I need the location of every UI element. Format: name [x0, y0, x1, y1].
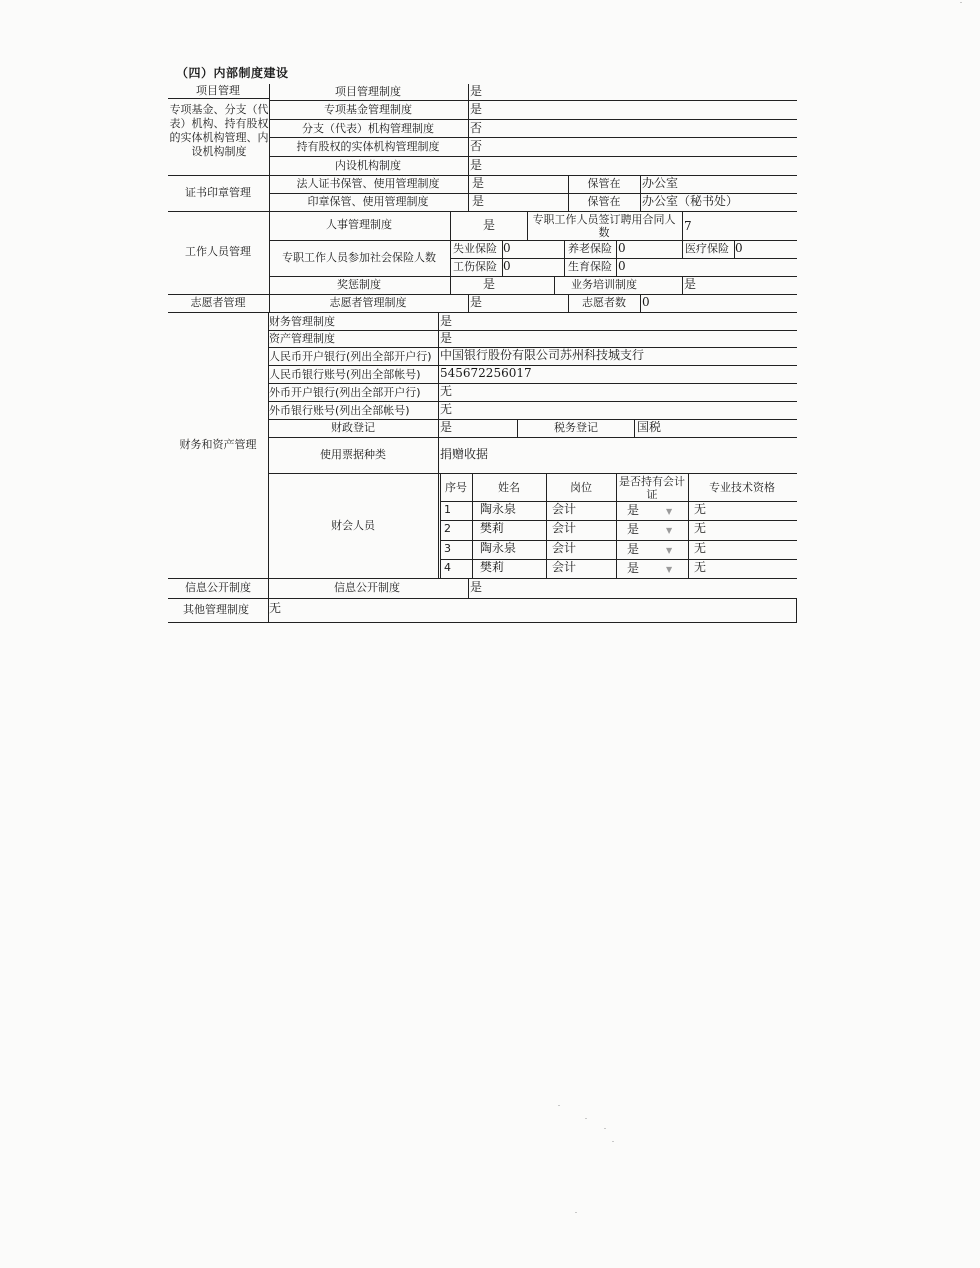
acc-header-no: 序号	[445, 481, 467, 494]
hr-value: 是	[482, 218, 496, 232]
acc-post: 会计	[552, 502, 577, 516]
chevron-down-icon[interactable]: ▼	[666, 565, 673, 574]
other-category: 其他管理制度	[183, 603, 249, 616]
accountants-label: 财会人员	[331, 519, 375, 532]
special-label-2: 分支（代表）机构管理制度	[302, 122, 434, 135]
acc-no: 3	[444, 542, 451, 555]
project-category: 项目管理	[196, 84, 240, 97]
seal-keeper-1: 办公室	[642, 176, 679, 190]
special-label-1: 专项基金管理制度	[324, 103, 412, 116]
acc-name: 樊莉	[480, 521, 505, 535]
acc-cert-select[interactable]: 是	[627, 561, 640, 575]
injury-value: 0	[503, 259, 511, 273]
special-value-2: 否	[470, 121, 483, 135]
special-label-4: 内设机构制度	[335, 159, 401, 172]
disclosure-value: 是	[470, 580, 483, 594]
tax-label: 税务登记	[554, 421, 598, 434]
acc-header-cert: 是否持有会计证	[619, 475, 685, 501]
finance-label-4: 人民币银行账号(列出全部帐号)	[269, 368, 421, 381]
acc-post: 会计	[552, 560, 577, 574]
tax-value: 国税	[637, 420, 662, 434]
acc-header-name: 姓名	[498, 481, 520, 494]
acc-qual: 无	[694, 560, 707, 574]
acc-qual: 无	[694, 502, 707, 516]
acc-name: 陶永泉	[480, 502, 517, 516]
finance-label-1: 财务管理制度	[269, 315, 335, 328]
acc-no: 2	[444, 522, 451, 535]
chevron-down-icon[interactable]: ▼	[666, 507, 673, 516]
hr-label: 人事管理制度	[326, 218, 392, 231]
project-label: 项目管理制度	[335, 85, 401, 98]
medical-label: 医疗保险	[685, 242, 729, 255]
acc-post: 会计	[552, 541, 577, 555]
acc-name: 陶永泉	[480, 541, 517, 555]
unemployment-value: 0	[503, 241, 511, 255]
volunteer-label: 志愿者管理制度	[329, 296, 407, 309]
pension-value: 0	[618, 241, 626, 255]
finance-value-2: 是	[440, 331, 453, 345]
special-label-3: 持有股权的实体机构管理制度	[296, 140, 440, 153]
finance-value-5: 无	[440, 384, 453, 398]
volunteer-count-label: 志愿者数	[582, 296, 626, 309]
finance-value-6: 无	[440, 402, 453, 416]
injury-label: 工伤保险	[453, 260, 497, 273]
volunteer-count: 0	[642, 295, 650, 309]
acc-no: 4	[444, 561, 451, 574]
fiscal-label: 财政登记	[331, 421, 375, 434]
finance-label-3: 人民币开户银行(列出全部开户行)	[269, 350, 432, 363]
finance-value-1: 是	[440, 314, 453, 328]
special-category: 专项基金、分支（代表）机构、持有股权的实体机构管理、内设机构制度	[169, 103, 269, 158]
acc-no: 1	[444, 503, 451, 516]
seal-value-1: 是	[472, 176, 485, 190]
receipt-value: 捐赠收据	[440, 447, 489, 461]
acc-cert-select[interactable]: 是	[627, 522, 640, 536]
finance-category: 财务和资产管理	[179, 438, 257, 451]
staff-category: 工作人员管理	[185, 245, 251, 258]
other-value: 无	[269, 601, 282, 615]
contract-value: 7	[684, 219, 692, 233]
seal-value-2: 是	[472, 194, 485, 208]
acc-name: 樊莉	[480, 560, 505, 574]
special-value-3: 否	[470, 139, 483, 153]
maternity-label: 生育保险	[568, 260, 612, 273]
finance-value-4: 545672256017	[440, 366, 532, 380]
seal-label-2: 印章保管、使用管理制度	[307, 195, 429, 208]
contract-label: 专职工作人员签订聘用合同人数	[532, 213, 676, 239]
pension-label: 养老保险	[568, 242, 612, 255]
medical-value: 0	[735, 241, 743, 255]
special-value-4: 是	[470, 158, 483, 172]
acc-qual: 无	[694, 521, 707, 535]
disclosure-label: 信息公开制度	[334, 581, 400, 594]
training-label: 业务培训制度	[571, 278, 637, 291]
acc-post: 会计	[552, 521, 577, 535]
finance-value-3: 中国银行股份有限公司苏州科技城支行	[440, 348, 645, 362]
volunteer-value: 是	[470, 295, 483, 309]
seal-keeper-label-2: 保管在	[587, 195, 621, 208]
acc-cert-select[interactable]: 是	[627, 542, 640, 556]
training-value: 是	[684, 277, 697, 291]
seal-keeper-2: 办公室（秘书处）	[642, 194, 739, 208]
finance-label-6: 外币银行账号(列出全部帐号)	[269, 404, 410, 417]
special-value-1: 是	[470, 102, 483, 116]
unemployment-label: 失业保险	[453, 242, 497, 255]
acc-header-post: 岗位	[570, 481, 592, 494]
acc-qual: 无	[694, 541, 707, 555]
receipt-label: 使用票据种类	[320, 448, 386, 461]
insurance-label: 专职工作人员参加社会保险人数	[282, 251, 436, 264]
maternity-value: 0	[618, 259, 626, 273]
acc-cert-select[interactable]: 是	[627, 503, 640, 517]
finance-label-5: 外币开户银行(列出全部开户行)	[269, 386, 421, 399]
project-value: 是	[470, 84, 483, 98]
reward-label: 奖惩制度	[337, 278, 381, 291]
disclosure-category: 信息公开制度	[185, 581, 251, 594]
fiscal-value: 是	[440, 420, 453, 434]
acc-header-qual: 专业技术资格	[709, 481, 775, 494]
volunteer-category: 志愿者管理	[190, 296, 246, 309]
seal-label-1: 法人证书保管、使用管理制度	[296, 177, 440, 190]
seal-category: 证书印章管理	[185, 186, 251, 199]
section-title: （四）内部制度建设	[176, 66, 289, 80]
reward-value: 是	[482, 277, 496, 291]
seal-keeper-label-1: 保管在	[587, 177, 621, 190]
chevron-down-icon[interactable]: ▼	[666, 526, 673, 535]
finance-label-2: 资产管理制度	[269, 332, 335, 345]
chevron-down-icon[interactable]: ▼	[666, 546, 673, 555]
